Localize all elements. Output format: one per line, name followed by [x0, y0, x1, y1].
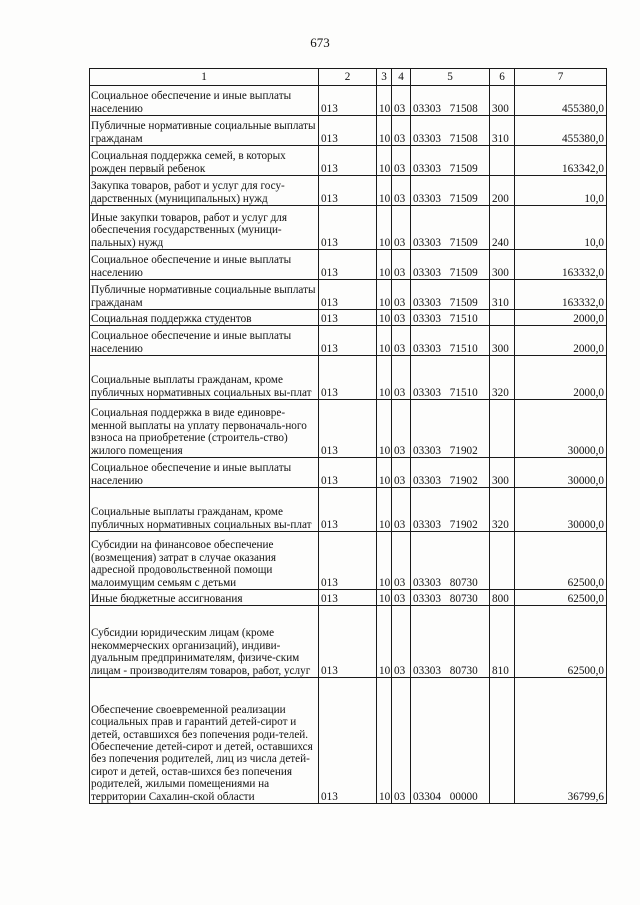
- table-row: [90, 176, 607, 206]
- table-row: [90, 146, 607, 176]
- table-row: [90, 590, 607, 606]
- table-row: [90, 356, 607, 400]
- row-admin-code: 013: [319, 146, 377, 176]
- row-target-code: 03303 71509: [411, 250, 490, 280]
- row-subsection-code: 03: [392, 400, 411, 458]
- row-admin-code: 013: [319, 86, 377, 116]
- row-section-code: 10: [377, 400, 392, 458]
- row-expense-type: 300: [490, 458, 515, 488]
- table-row: [90, 280, 607, 310]
- row-target-code: 03303 80730: [411, 590, 490, 606]
- row-expense-type: 810: [490, 606, 515, 678]
- row-subsection-code: 03: [392, 590, 411, 606]
- row-section-code: 10: [377, 146, 392, 176]
- row-expense-type: 300: [490, 250, 515, 280]
- row-expense-type: [490, 400, 515, 458]
- row-description: Социальная поддержка студентов: [90, 310, 319, 326]
- row-expense-type: 310: [490, 116, 515, 146]
- row-admin-code: 013: [319, 280, 377, 310]
- row-amount: 163342,0: [515, 146, 607, 176]
- page-number: 673: [310, 35, 330, 50]
- row-description: Публичные нормативные социальные выплаты гражданам: [90, 116, 319, 146]
- row-subsection-code: 03: [392, 116, 411, 146]
- row-description: Иные закупки товаров, работ и услуг для обеспечения государственных (муници-пальных) нужд: [90, 206, 319, 250]
- row-section-code: 10: [377, 280, 392, 310]
- row-expense-type: [490, 310, 515, 326]
- row-amount: 455380,0: [515, 86, 607, 116]
- row-section-code: 10: [377, 86, 392, 116]
- row-target-code: 03303 71508: [411, 116, 490, 146]
- row-admin-code: 013: [319, 326, 377, 356]
- row-target-code: 03303 71509: [411, 206, 490, 250]
- row-target-code: 03303 71902: [411, 400, 490, 458]
- row-section-code: 10: [377, 678, 392, 804]
- row-admin-code: 013: [319, 176, 377, 206]
- column-header: 5: [411, 69, 490, 86]
- table-row: [90, 606, 607, 678]
- row-section-code: 10: [377, 310, 392, 326]
- row-target-code: 03303 71510: [411, 356, 490, 400]
- row-admin-code: 013: [319, 678, 377, 804]
- row-description: Публичные нормативные социальные выплаты гражданам: [90, 280, 319, 310]
- row-description: Закупка товаров, работ и услуг для госу-дарственных (муниципальных) нужд: [90, 176, 319, 206]
- row-amount: 62500,0: [515, 590, 607, 606]
- table-row: [90, 488, 607, 532]
- row-subsection-code: 03: [392, 458, 411, 488]
- row-description: Иные бюджетные ассигнования: [90, 590, 319, 606]
- row-admin-code: 013: [319, 356, 377, 400]
- row-amount: 10,0: [515, 206, 607, 250]
- row-admin-code: 013: [319, 590, 377, 606]
- row-expense-type: 300: [490, 326, 515, 356]
- row-section-code: 10: [377, 176, 392, 206]
- row-target-code: 03303 71509: [411, 146, 490, 176]
- table-row: [90, 678, 607, 804]
- row-amount: 163332,0: [515, 250, 607, 280]
- row-admin-code: 013: [319, 310, 377, 326]
- row-admin-code: 013: [319, 606, 377, 678]
- row-amount: 2000,0: [515, 310, 607, 326]
- row-section-code: 10: [377, 488, 392, 532]
- budget-table: [89, 68, 607, 804]
- row-section-code: 10: [377, 206, 392, 250]
- row-description: Социальная поддержка в виде единовре-менной выплаты на уплату первоначаль-ного взноса на приобретение (строитель-ство) жилого помещения: [90, 400, 319, 458]
- row-admin-code: 013: [319, 488, 377, 532]
- row-expense-type: 240: [490, 206, 515, 250]
- row-description: Социальные выплаты гражданам, кроме публичных нормативных социальных вы-плат: [90, 488, 319, 532]
- row-section-code: 10: [377, 458, 392, 488]
- row-amount: 10,0: [515, 176, 607, 206]
- row-subsection-code: 03: [392, 678, 411, 804]
- row-description: Социальное обеспечение и иные выплаты населению: [90, 326, 319, 356]
- row-expense-type: 320: [490, 356, 515, 400]
- row-expense-type: 310: [490, 280, 515, 310]
- row-section-code: 10: [377, 326, 392, 356]
- row-target-code: 03303 71902: [411, 458, 490, 488]
- row-expense-type: 320: [490, 488, 515, 532]
- row-amount: 455380,0: [515, 116, 607, 146]
- table-row: [90, 458, 607, 488]
- row-description: Социальная поддержка семей, в которых рожден первый ребенок: [90, 146, 319, 176]
- row-subsection-code: 03: [392, 532, 411, 590]
- row-subsection-code: 03: [392, 606, 411, 678]
- row-subsection-code: 03: [392, 280, 411, 310]
- table-row: [90, 400, 607, 458]
- table-body: [90, 86, 607, 804]
- row-section-code: 10: [377, 532, 392, 590]
- row-subsection-code: 03: [392, 250, 411, 280]
- column-header: 1: [90, 69, 319, 86]
- row-section-code: 10: [377, 356, 392, 400]
- row-target-code: 03303 71902: [411, 488, 490, 532]
- row-subsection-code: 03: [392, 206, 411, 250]
- row-subsection-code: 03: [392, 326, 411, 356]
- table-row: [90, 310, 607, 326]
- row-subsection-code: 03: [392, 86, 411, 116]
- row-section-code: 10: [377, 590, 392, 606]
- row-subsection-code: 03: [392, 488, 411, 532]
- row-subsection-code: 03: [392, 310, 411, 326]
- row-admin-code: 013: [319, 400, 377, 458]
- table-row: [90, 326, 607, 356]
- row-target-code: 03303 71509: [411, 280, 490, 310]
- row-description: Социальные выплаты гражданам, кроме публичных нормативных социальных вы-плат: [90, 356, 319, 400]
- row-section-code: 10: [377, 116, 392, 146]
- table-row: [90, 116, 607, 146]
- row-amount: 30000,0: [515, 400, 607, 458]
- row-amount: 30000,0: [515, 458, 607, 488]
- row-expense-type: 200: [490, 176, 515, 206]
- column-header: 6: [490, 69, 515, 86]
- row-amount: 62500,0: [515, 606, 607, 678]
- row-expense-type: 300: [490, 86, 515, 116]
- row-subsection-code: 03: [392, 356, 411, 400]
- row-target-code: 03303 71509: [411, 176, 490, 206]
- column-header: 3: [377, 69, 392, 86]
- column-header: 4: [392, 69, 411, 86]
- row-expense-type: [490, 146, 515, 176]
- table-row: [90, 532, 607, 590]
- row-admin-code: 013: [319, 206, 377, 250]
- row-expense-type: [490, 678, 515, 804]
- row-subsection-code: 03: [392, 176, 411, 206]
- row-amount: 2000,0: [515, 326, 607, 356]
- row-amount: 30000,0: [515, 488, 607, 532]
- row-target-code: 03303 80730: [411, 606, 490, 678]
- table-row: [90, 206, 607, 250]
- row-amount: 36799,6: [515, 678, 607, 804]
- row-description: Социальное обеспечение и иные выплаты населению: [90, 458, 319, 488]
- row-description: Субсидии на финансовое обеспечение (возмещения) затрат в случае оказания адресной продовольственной помощи малоимущим семьям с детьми: [90, 532, 319, 590]
- row-amount: 62500,0: [515, 532, 607, 590]
- table-row: [90, 86, 607, 116]
- column-header: 2: [319, 69, 377, 86]
- table-row: [90, 250, 607, 280]
- row-admin-code: 013: [319, 532, 377, 590]
- row-target-code: 03304 00000: [411, 678, 490, 804]
- column-header: 7: [515, 69, 607, 86]
- row-expense-type: [490, 532, 515, 590]
- row-description: Социальное обеспечение и иные выплаты населению: [90, 86, 319, 116]
- row-description: Субсидии юридическим лицам (кроме некоммерческих организаций), индиви-дуальным предпринимателям, физиче-ским лицам - производителям товаров, работ, услуг: [90, 606, 319, 678]
- row-section-code: 10: [377, 250, 392, 280]
- row-target-code: 03303 71510: [411, 310, 490, 326]
- row-description: Социальное обеспечение и иные выплаты населению: [90, 250, 319, 280]
- row-expense-type: 800: [490, 590, 515, 606]
- row-amount: 2000,0: [515, 356, 607, 400]
- row-admin-code: 013: [319, 458, 377, 488]
- row-subsection-code: 03: [392, 146, 411, 176]
- row-section-code: 10: [377, 606, 392, 678]
- row-amount: 163332,0: [515, 280, 607, 310]
- row-description: Обеспечение своевременной реализации социальных прав и гарантий детей-сирот и детей, оставшихся без попечения роди-телей. Обеспечение детей-сирот и детей, оставшихся без попечения родителей, лиц из числа детей-сирот и детей, остав-шихся без попечения родителей, жилыми помещениями на территории Сахалин-ской области: [90, 678, 319, 804]
- column-number-row: [90, 69, 607, 86]
- row-target-code: 03303 71508: [411, 86, 490, 116]
- row-admin-code: 013: [319, 250, 377, 280]
- row-target-code: 03303 80730: [411, 532, 490, 590]
- row-target-code: 03303 71510: [411, 326, 490, 356]
- row-admin-code: 013: [319, 116, 377, 146]
